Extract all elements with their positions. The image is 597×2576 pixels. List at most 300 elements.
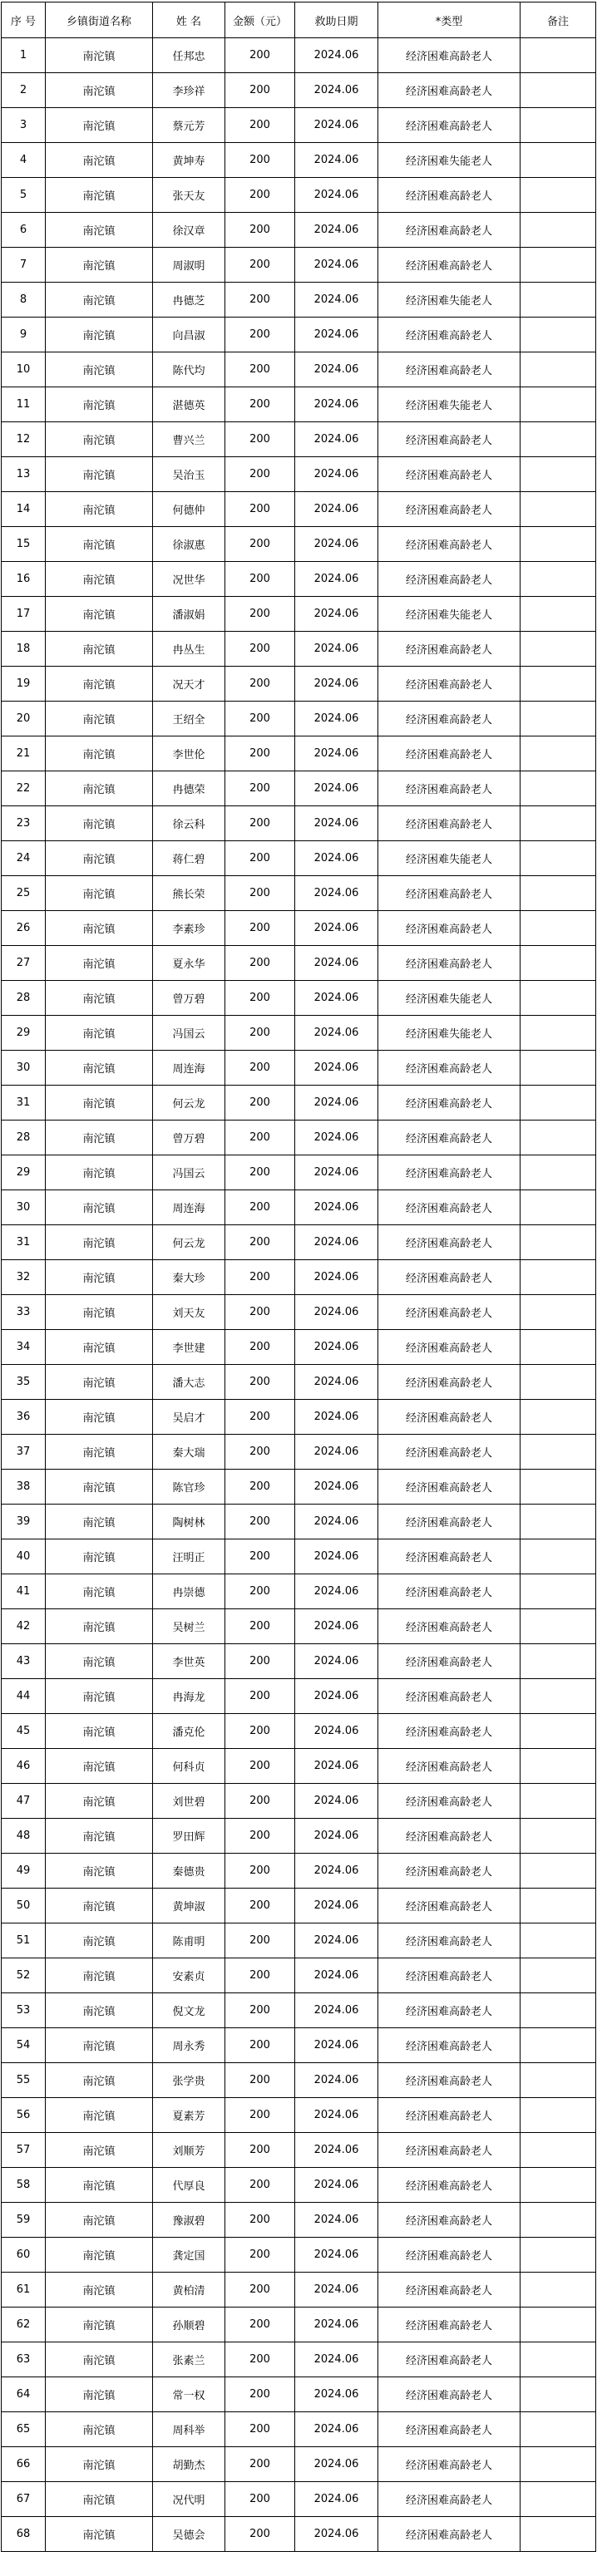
cell-name: 罗田辉 (153, 1819, 225, 1854)
cell-remarks (521, 597, 596, 632)
cell-aid-date: 2024.06 (295, 1016, 378, 1051)
header-name: 姓 名 (153, 2, 225, 38)
cell-aid-date: 2024.06 (295, 2028, 378, 2063)
table-row (2, 2273, 596, 2308)
cell-type: 经济困难高龄老人 (378, 1714, 521, 1749)
cell-aid-date: 2024.06 (295, 1714, 378, 1749)
cell-type: 经济困难高龄老人 (378, 457, 521, 492)
cell-amount: 200 (225, 213, 295, 248)
cell-remarks (521, 1225, 596, 1260)
cell-amount: 200 (225, 1784, 295, 1819)
cell-township: 南沱镇 (46, 2482, 153, 2517)
cell-aid-date: 2024.06 (295, 178, 378, 213)
cell-serial-number: 52 (2, 1958, 46, 1993)
cell-serial-number: 68 (2, 2517, 46, 2552)
cell-amount: 200 (225, 492, 295, 527)
cell-remarks (521, 1155, 596, 1190)
cell-serial-number: 58 (2, 2168, 46, 2203)
table-row (2, 492, 596, 527)
cell-name: 蔡元芳 (153, 108, 225, 143)
cell-name: 冯国云 (153, 1016, 225, 1051)
table-row (2, 1470, 596, 1505)
cell-serial-number: 29 (2, 1155, 46, 1190)
cell-remarks (521, 73, 596, 108)
cell-name: 安素贞 (153, 1958, 225, 1993)
cell-type: 经济困难高龄老人 (378, 1295, 521, 1330)
cell-township: 南沱镇 (46, 1749, 153, 1784)
cell-remarks (521, 1365, 596, 1400)
cell-township: 南沱镇 (46, 178, 153, 213)
cell-township: 南沱镇 (46, 1505, 153, 1539)
cell-township: 南沱镇 (46, 1993, 153, 2028)
cell-name: 冯国云 (153, 1155, 225, 1190)
cell-name: 黄坤淑 (153, 1889, 225, 1923)
cell-serial-number: 36 (2, 1400, 46, 1435)
cell-remarks (521, 841, 596, 876)
cell-name: 夏永华 (153, 946, 225, 981)
cell-serial-number: 49 (2, 1854, 46, 1889)
cell-township: 南沱镇 (46, 2273, 153, 2308)
cell-remarks (521, 2133, 596, 2168)
cell-serial-number: 43 (2, 1644, 46, 1679)
cell-amount: 200 (225, 806, 295, 841)
cell-aid-date: 2024.06 (295, 1749, 378, 1784)
cell-type: 经济困难高龄老人 (378, 2098, 521, 2133)
cell-name: 陈代均 (153, 352, 225, 387)
cell-aid-date: 2024.06 (295, 2098, 378, 2133)
cell-remarks (521, 1505, 596, 1539)
cell-name: 吴德会 (153, 2517, 225, 2552)
table-row (2, 2203, 596, 2238)
cell-amount: 200 (225, 1749, 295, 1784)
cell-aid-date: 2024.06 (295, 667, 378, 702)
cell-serial-number: 20 (2, 702, 46, 736)
cell-aid-date: 2024.06 (295, 702, 378, 736)
cell-amount: 200 (225, 1539, 295, 1574)
cell-aid-date: 2024.06 (295, 876, 378, 911)
cell-remarks (521, 2098, 596, 2133)
table-row (2, 2342, 596, 2377)
cell-name: 李世英 (153, 1644, 225, 1679)
cell-serial-number: 34 (2, 1330, 46, 1365)
cell-township: 南沱镇 (46, 1435, 153, 1470)
cell-township: 南沱镇 (46, 2377, 153, 2412)
cell-aid-date: 2024.06 (295, 1155, 378, 1190)
cell-serial-number: 64 (2, 2377, 46, 2412)
cell-township: 南沱镇 (46, 2447, 153, 2482)
cell-township: 南沱镇 (46, 736, 153, 771)
cell-name: 张素兰 (153, 2342, 225, 2377)
cell-name: 曹兴兰 (153, 422, 225, 457)
cell-type: 经济困难高龄老人 (378, 876, 521, 911)
cell-remarks (521, 1330, 596, 1365)
cell-type: 经济困难高龄老人 (378, 1121, 521, 1155)
table-row (2, 1121, 596, 1155)
cell-name: 倪文龙 (153, 1993, 225, 2028)
cell-remarks (521, 143, 596, 178)
cell-serial-number: 46 (2, 1749, 46, 1784)
table-row (2, 422, 596, 457)
table-row (2, 143, 596, 178)
cell-serial-number: 48 (2, 1819, 46, 1854)
table-row (2, 667, 596, 702)
cell-remarks (521, 1190, 596, 1225)
cell-township: 南沱镇 (46, 946, 153, 981)
cell-type: 经济困难高龄老人 (378, 2377, 521, 2412)
table-row (2, 1539, 596, 1574)
cell-remarks (521, 911, 596, 946)
cell-township: 南沱镇 (46, 562, 153, 597)
cell-remarks (521, 2482, 596, 2517)
cell-serial-number: 25 (2, 876, 46, 911)
cell-serial-number: 35 (2, 1365, 46, 1400)
cell-name: 徐淑惠 (153, 527, 225, 562)
cell-remarks (521, 108, 596, 143)
cell-type: 经济困难高龄老人 (378, 352, 521, 387)
cell-aid-date: 2024.06 (295, 2238, 378, 2273)
cell-remarks (521, 492, 596, 527)
cell-township: 南沱镇 (46, 283, 153, 318)
cell-type: 经济困难高龄老人 (378, 1889, 521, 1923)
cell-aid-date: 2024.06 (295, 1958, 378, 1993)
table-row (2, 806, 596, 841)
cell-amount: 200 (225, 2377, 295, 2412)
cell-remarks (521, 1470, 596, 1505)
cell-serial-number: 57 (2, 2133, 46, 2168)
cell-township: 南沱镇 (46, 771, 153, 806)
table-row (2, 876, 596, 911)
cell-type: 经济困难高龄老人 (378, 2342, 521, 2377)
cell-name: 曾万碧 (153, 981, 225, 1016)
cell-remarks (521, 2203, 596, 2238)
cell-aid-date: 2024.06 (295, 632, 378, 667)
cell-township: 南沱镇 (46, 1574, 153, 1609)
cell-serial-number: 17 (2, 597, 46, 632)
cell-type: 经济困难高龄老人 (378, 2238, 521, 2273)
cell-amount: 200 (225, 283, 295, 318)
cell-aid-date: 2024.06 (295, 911, 378, 946)
cell-amount: 200 (225, 2028, 295, 2063)
cell-amount: 200 (225, 2482, 295, 2517)
cell-serial-number: 47 (2, 1784, 46, 1819)
cell-serial-number: 63 (2, 2342, 46, 2377)
header-amount: 金额（元） (225, 2, 295, 38)
cell-serial-number: 61 (2, 2273, 46, 2308)
cell-remarks (521, 1016, 596, 1051)
cell-name: 常一权 (153, 2377, 225, 2412)
cell-type: 经济困难高龄老人 (378, 771, 521, 806)
cell-name: 何云龙 (153, 1225, 225, 1260)
cell-remarks (521, 2377, 596, 2412)
cell-aid-date: 2024.06 (295, 562, 378, 597)
cell-remarks (521, 1121, 596, 1155)
cell-aid-date: 2024.06 (295, 1470, 378, 1505)
table-row (2, 2377, 596, 2412)
cell-serial-number: 28 (2, 981, 46, 1016)
cell-aid-date: 2024.06 (295, 1993, 378, 2028)
cell-remarks (521, 38, 596, 73)
cell-serial-number: 4 (2, 143, 46, 178)
cell-township: 南沱镇 (46, 1155, 153, 1190)
table-row (2, 2168, 596, 2203)
cell-name: 李珍祥 (153, 73, 225, 108)
cell-amount: 200 (225, 387, 295, 422)
cell-name: 吴治玉 (153, 457, 225, 492)
cell-name: 黄坤寿 (153, 143, 225, 178)
cell-amount: 200 (225, 1714, 295, 1749)
cell-township: 南沱镇 (46, 2028, 153, 2063)
cell-remarks (521, 2342, 596, 2377)
cell-township: 南沱镇 (46, 2203, 153, 2238)
cell-name: 吴树兰 (153, 1609, 225, 1644)
cell-remarks (521, 1958, 596, 1993)
table-row (2, 2133, 596, 2168)
cell-type: 经济困难高龄老人 (378, 1400, 521, 1435)
table-row (2, 1295, 596, 1330)
cell-township: 南沱镇 (46, 457, 153, 492)
cell-amount: 200 (225, 1086, 295, 1121)
table-row (2, 1260, 596, 1295)
cell-township: 南沱镇 (46, 352, 153, 387)
cell-aid-date: 2024.06 (295, 2203, 378, 2238)
cell-amount: 200 (225, 73, 295, 108)
cell-township: 南沱镇 (46, 1016, 153, 1051)
cell-amount: 200 (225, 143, 295, 178)
cell-township: 南沱镇 (46, 1854, 153, 1889)
cell-type: 经济困难高龄老人 (378, 2447, 521, 2482)
cell-aid-date: 2024.06 (295, 2482, 378, 2517)
cell-township: 南沱镇 (46, 1225, 153, 1260)
cell-township: 南沱镇 (46, 911, 153, 946)
cell-type: 经济困难失能老人 (378, 283, 521, 318)
table-row (2, 1190, 596, 1225)
cell-type: 经济困难高龄老人 (378, 1993, 521, 2028)
cell-amount: 200 (225, 1889, 295, 1923)
cell-amount: 200 (225, 1993, 295, 2028)
cell-aid-date: 2024.06 (295, 1784, 378, 1819)
cell-serial-number: 10 (2, 352, 46, 387)
cell-aid-date: 2024.06 (295, 1086, 378, 1121)
cell-amount: 200 (225, 1400, 295, 1435)
cell-amount: 200 (225, 981, 295, 1016)
table-row (2, 2412, 596, 2447)
cell-township: 南沱镇 (46, 1923, 153, 1958)
cell-township: 南沱镇 (46, 1051, 153, 1086)
cell-township: 南沱镇 (46, 841, 153, 876)
cell-amount: 200 (225, 2273, 295, 2308)
cell-name: 豫淑碧 (153, 2203, 225, 2238)
cell-type: 经济困难高龄老人 (378, 2133, 521, 2168)
cell-aid-date: 2024.06 (295, 1225, 378, 1260)
cell-name: 冉崇德 (153, 1574, 225, 1609)
cell-amount: 200 (225, 946, 295, 981)
cell-name: 李世伦 (153, 736, 225, 771)
table-row (2, 2063, 596, 2098)
cell-serial-number: 30 (2, 1051, 46, 1086)
cell-type: 经济困难失能老人 (378, 387, 521, 422)
cell-name: 李世建 (153, 1330, 225, 1365)
cell-amount: 200 (225, 1225, 295, 1260)
cell-township: 南沱镇 (46, 2517, 153, 2552)
cell-aid-date: 2024.06 (295, 1539, 378, 1574)
cell-name: 蒋仁碧 (153, 841, 225, 876)
cell-type: 经济困难高龄老人 (378, 422, 521, 457)
cell-amount: 200 (225, 2447, 295, 2482)
cell-amount: 200 (225, 876, 295, 911)
cell-amount: 200 (225, 771, 295, 806)
cell-serial-number: 31 (2, 1225, 46, 1260)
cell-amount: 200 (225, 1505, 295, 1539)
cell-type: 经济困难高龄老人 (378, 527, 521, 562)
cell-name: 周淑明 (153, 248, 225, 283)
cell-remarks (521, 178, 596, 213)
cell-serial-number: 21 (2, 736, 46, 771)
cell-name: 秦大瑞 (153, 1435, 225, 1470)
cell-remarks (521, 702, 596, 736)
cell-amount: 200 (225, 1260, 295, 1295)
cell-aid-date: 2024.06 (295, 422, 378, 457)
cell-township: 南沱镇 (46, 981, 153, 1016)
cell-aid-date: 2024.06 (295, 318, 378, 352)
cell-township: 南沱镇 (46, 422, 153, 457)
cell-type: 经济困难高龄老人 (378, 213, 521, 248)
cell-type: 经济困难高龄老人 (378, 2203, 521, 2238)
cell-aid-date: 2024.06 (295, 946, 378, 981)
table-row (2, 1958, 596, 1993)
cell-name: 徐云科 (153, 806, 225, 841)
cell-type: 经济困难高龄老人 (378, 1505, 521, 1539)
table-row (2, 1854, 596, 1889)
cell-remarks (521, 1400, 596, 1435)
cell-name: 周科举 (153, 2412, 225, 2447)
cell-remarks (521, 1295, 596, 1330)
cell-amount: 200 (225, 1016, 295, 1051)
cell-type: 经济困难高龄老人 (378, 1749, 521, 1784)
cell-name: 冉德芝 (153, 283, 225, 318)
cell-type: 经济困难高龄老人 (378, 562, 521, 597)
cell-township: 南沱镇 (46, 73, 153, 108)
cell-township: 南沱镇 (46, 1086, 153, 1121)
cell-township: 南沱镇 (46, 1819, 153, 1854)
cell-aid-date: 2024.06 (295, 1819, 378, 1854)
table-body (2, 38, 596, 2552)
cell-name: 汪明正 (153, 1539, 225, 1574)
cell-amount: 200 (225, 1923, 295, 1958)
cell-name: 曾万碧 (153, 1121, 225, 1155)
cell-remarks (521, 2447, 596, 2482)
cell-remarks (521, 318, 596, 352)
cell-township: 南沱镇 (46, 702, 153, 736)
cell-township: 南沱镇 (46, 806, 153, 841)
cell-remarks (521, 1051, 596, 1086)
cell-serial-number: 54 (2, 2028, 46, 2063)
cell-amount: 200 (225, 2517, 295, 2552)
cell-township: 南沱镇 (46, 527, 153, 562)
cell-type: 经济困难高龄老人 (378, 1470, 521, 1505)
cell-remarks (521, 2028, 596, 2063)
cell-type: 经济困难高龄老人 (378, 911, 521, 946)
cell-township: 南沱镇 (46, 1609, 153, 1644)
cell-remarks (521, 1714, 596, 1749)
cell-type: 经济困难高龄老人 (378, 1155, 521, 1190)
cell-remarks (521, 1260, 596, 1295)
cell-remarks (521, 1435, 596, 1470)
cell-serial-number: 28 (2, 1121, 46, 1155)
cell-amount: 200 (225, 108, 295, 143)
cell-name: 刘天友 (153, 1295, 225, 1330)
cell-aid-date: 2024.06 (295, 2412, 378, 2447)
cell-serial-number: 14 (2, 492, 46, 527)
cell-name: 陈官珍 (153, 1470, 225, 1505)
cell-name: 何科贞 (153, 1749, 225, 1784)
cell-type: 经济困难高龄老人 (378, 108, 521, 143)
cell-aid-date: 2024.06 (295, 2342, 378, 2377)
cell-name: 况天才 (153, 667, 225, 702)
cell-amount: 200 (225, 597, 295, 632)
cell-township: 南沱镇 (46, 1190, 153, 1225)
cell-name: 龚定国 (153, 2238, 225, 2273)
cell-township: 南沱镇 (46, 1330, 153, 1365)
cell-name: 潘大志 (153, 1365, 225, 1400)
cell-type: 经济困难高龄老人 (378, 1574, 521, 1609)
cell-township: 南沱镇 (46, 597, 153, 632)
table-row (2, 527, 596, 562)
cell-amount: 200 (225, 527, 295, 562)
cell-amount: 200 (225, 2342, 295, 2377)
cell-amount: 200 (225, 1609, 295, 1644)
cell-name: 王绍全 (153, 702, 225, 736)
cell-aid-date: 2024.06 (295, 2273, 378, 2308)
cell-type: 经济困难高龄老人 (378, 736, 521, 771)
cell-type: 经济困难高龄老人 (378, 2308, 521, 2342)
cell-type: 经济困难高龄老人 (378, 1051, 521, 1086)
cell-aid-date: 2024.06 (295, 457, 378, 492)
cell-remarks (521, 1644, 596, 1679)
cell-aid-date: 2024.06 (295, 1121, 378, 1155)
cell-remarks (521, 981, 596, 1016)
cell-serial-number: 38 (2, 1470, 46, 1505)
table-row (2, 2447, 596, 2482)
cell-type: 经济困难高龄老人 (378, 1784, 521, 1819)
cell-type: 经济困难高龄老人 (378, 667, 521, 702)
cell-type: 经济困难失能老人 (378, 841, 521, 876)
cell-type: 经济困难高龄老人 (378, 2517, 521, 2552)
cell-aid-date: 2024.06 (295, 283, 378, 318)
cell-serial-number: 3 (2, 108, 46, 143)
table-row (2, 352, 596, 387)
cell-amount: 200 (225, 422, 295, 457)
cell-name: 周连海 (153, 1190, 225, 1225)
cell-type: 经济困难高龄老人 (378, 2168, 521, 2203)
cell-name: 刘世碧 (153, 1784, 225, 1819)
cell-township: 南沱镇 (46, 2098, 153, 2133)
cell-serial-number: 51 (2, 1923, 46, 1958)
cell-amount: 200 (225, 2412, 295, 2447)
cell-type: 经济困难高龄老人 (378, 1644, 521, 1679)
cell-name: 徐汉章 (153, 213, 225, 248)
cell-remarks (521, 736, 596, 771)
cell-serial-number: 18 (2, 632, 46, 667)
cell-aid-date: 2024.06 (295, 1400, 378, 1435)
cell-serial-number: 44 (2, 1679, 46, 1714)
cell-type: 经济困难高龄老人 (378, 1819, 521, 1854)
cell-name: 冉海龙 (153, 1679, 225, 1714)
cell-aid-date: 2024.06 (295, 108, 378, 143)
cell-type: 经济困难高龄老人 (378, 806, 521, 841)
cell-township: 南沱镇 (46, 1679, 153, 1714)
cell-type: 经济困难高龄老人 (378, 1923, 521, 1958)
cell-remarks (521, 457, 596, 492)
